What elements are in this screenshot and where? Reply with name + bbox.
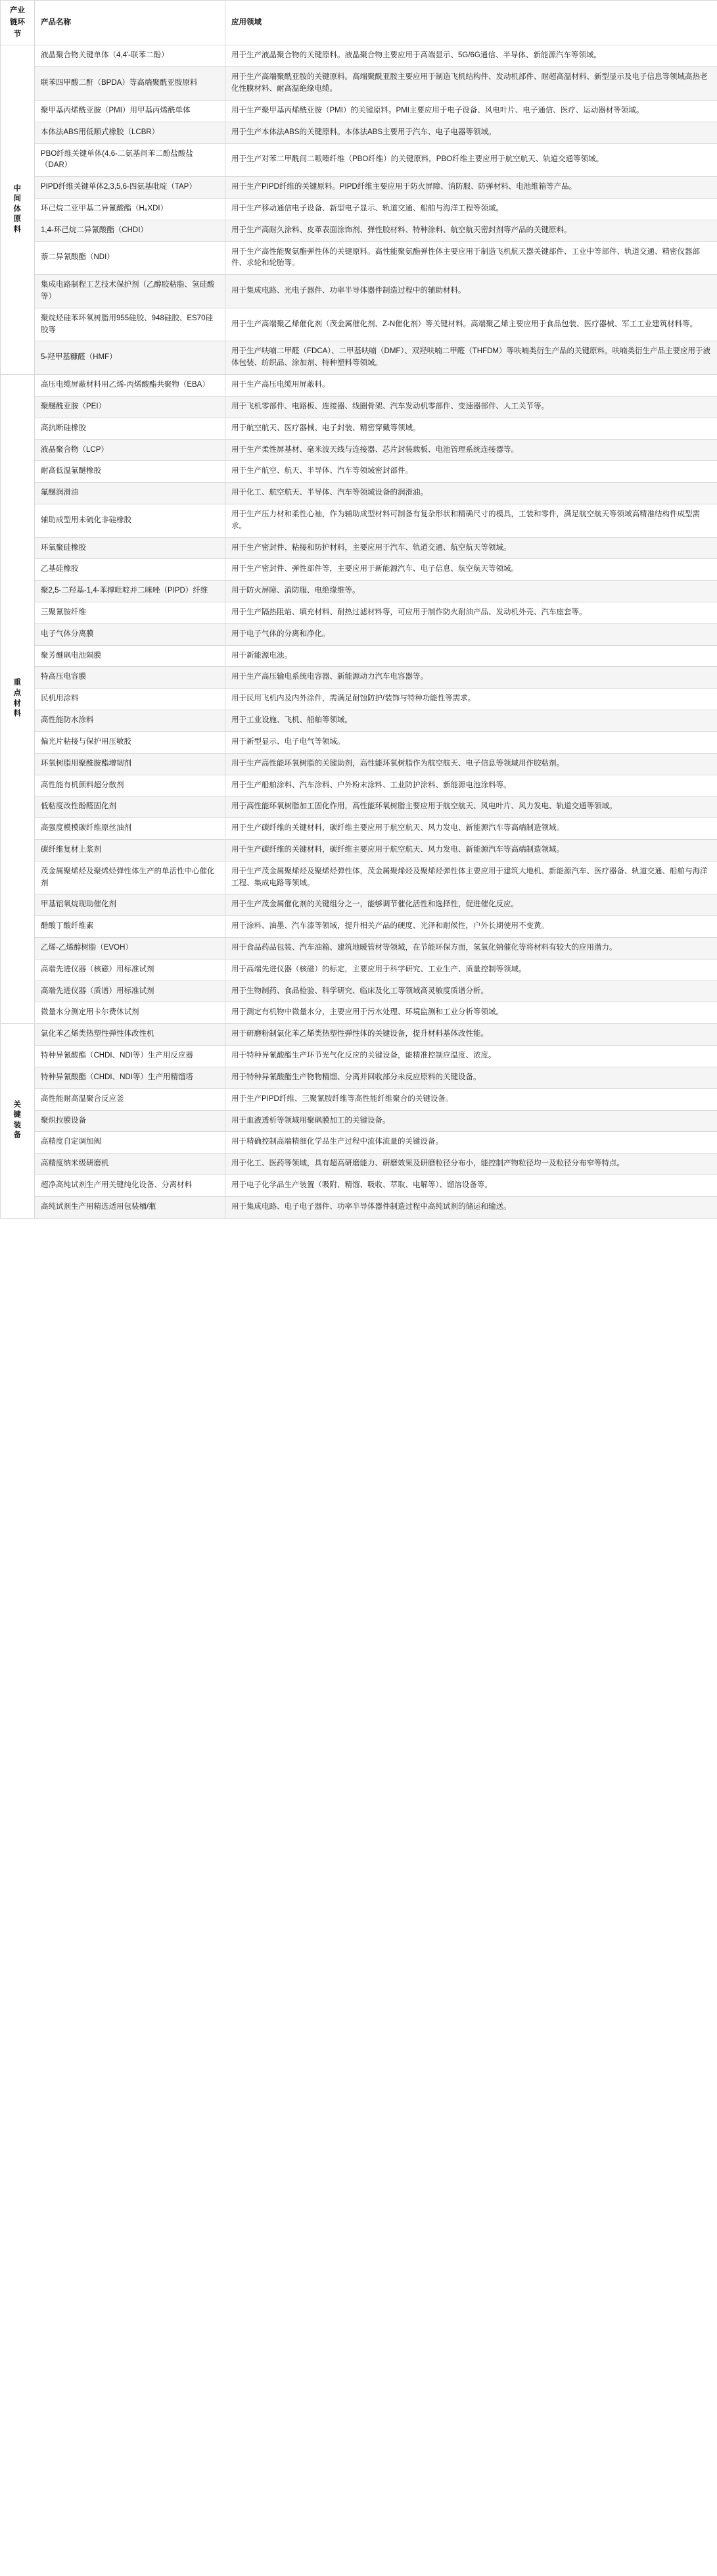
product-name-cell: 环氧树脂用聚酰胺酯增韧剂 (35, 753, 225, 775)
application-cell: 用于生产高端聚乙烯催化剂（茂金属催化剂、Z-N催化剂）等关键材料。高端聚乙烯主要应用于食品包装、医疗器械、军工工业建筑材料等。 (225, 308, 717, 341)
column-header-chain (1, 1, 35, 45)
application-cell: 用于生产密封件、粘接和防护材料，主要应用于汽车、轨道交通、航空航天等领域。 (225, 537, 717, 559)
table-row (1, 1002, 717, 1024)
application-cell: 用于飞机零部件、电路板、连接器、线圈骨架、汽车发动机零部件、变速器部件、人工关节等。 (225, 396, 717, 418)
table-row (1, 418, 717, 439)
application-cell: 用于生产柔性屏基材、毫米波天线与连接器、芯片封装载板、电池管理系统连接器等。 (225, 439, 717, 461)
table-row (1, 439, 717, 461)
product-name-cell: 聚2,5-二羟基-1,4-苯撑吡啶并二咪唑（PIPD）纤维 (35, 581, 225, 602)
application-cell: 用于生产高性能聚氨酯弹性体的关键原料。高性能聚氨酯弹性体主要应用于制造飞机航天器关键部件、工业中等部件、轨道交通、精密仪器部件、求轮和轮胎等。 (225, 241, 717, 275)
product-name-cell: 氟醚润滑油 (35, 483, 225, 504)
table-row (1, 537, 717, 559)
table-row (1, 818, 717, 840)
application-cell: 用于高端先进仪器（核磁）的标定，主要应用于科学研究、工业生产、质量控制等领域。 (225, 959, 717, 981)
table-row (1, 100, 717, 122)
table-row (1, 483, 717, 504)
document-page (0, 0, 717, 1219)
table-row (1, 775, 717, 796)
product-name-cell: PBO纤维关键单体(4,6-二氨基间苯二酚盐酸盐（DAR） (35, 143, 225, 177)
product-name-cell: 高精度纳米级研磨机 (35, 1154, 225, 1175)
application-cell: 用于生产高压电缆用屏蔽料。 (225, 375, 717, 397)
product-name-cell: 萘二异氰酸酯（NDI） (35, 241, 225, 275)
application-cell: 用于电子化学品生产装置（吸附、精馏、吸收、萃取、电解等）、馏溶设备等。 (225, 1175, 717, 1196)
product-name-cell: 液晶聚合物（LCP） (35, 439, 225, 461)
product-name-cell: 液晶聚合物关键单体（4,4'-联苯二酚） (35, 45, 225, 67)
column-header-name: 产品名称 (35, 1, 225, 45)
industry-chain-table (0, 0, 717, 1219)
application-cell: 用于生产船舶涂料、汽车涂料、户外粉末涂料、工业防护涂料、新能源电池涂料等。 (225, 775, 717, 796)
product-name-cell: 氯化苯乙烯类热塑性弹性体改性机 (35, 1024, 225, 1046)
application-cell: 用于生产呋喃二甲醛（FDCA）、二甲基呋喃（DMF）、双羟呋喃二甲醛（THFDM）等呋喃类衍生产品的关键原料。呋喃类衍生产品主要应用于液体包装、纺织品、涂加剂、特种塑料等领域。 (225, 341, 717, 375)
product-name-cell: 5-羟甲基糠醛（HMF） (35, 341, 225, 375)
table-row (1, 1132, 717, 1154)
product-name-cell: 联苯四甲酸二酐（BPDA）等高端聚酰亚胺原料 (35, 67, 225, 101)
product-name-cell: 碳纤维复材上浆剂 (35, 839, 225, 861)
table-row (1, 916, 717, 938)
product-name-cell: 聚烷烃硅苯环氧树脂用955硅胶、948硅胶、ES70硅胶等 (35, 308, 225, 341)
table-row (1, 375, 717, 397)
table-row (1, 143, 717, 177)
table-row (1, 894, 717, 916)
application-cell: 用于航空航天、医疗器械、电子封装、精密穿戴等领域。 (225, 418, 717, 439)
product-name-cell: 偏光片粘接与保护用压敏胶 (35, 731, 225, 753)
table-row (1, 220, 717, 241)
application-cell: 用于生产高耐久涂料、皮革表面涂饰剂、弹性胶材料、特种涂料、航空航天密封剂等产品的关键原料。 (225, 220, 717, 241)
table-row (1, 839, 717, 861)
application-cell: 用于测定有机物中微量水分，主要应用于污水处理、环境监测和工业分析等领域。 (225, 1002, 717, 1024)
application-cell: 用于生产隔热阻焰、填充材料、耐热过滤材料等，可应用于制作防火耐油产品、发动机外壳、汽车座套等。 (225, 602, 717, 624)
product-name-cell: 聚甲基丙烯酰亚胺（PMI）用甲基丙烯酰单体 (35, 100, 225, 122)
application-cell: 用于特种异氰酸酯生产物物精馏、分离并回收部分未反应原料的关键设备。 (225, 1067, 717, 1088)
application-cell: 用于食品药品包装、汽车油箱、建筑地暖管材等领域，在节能环保方面，氢氧化钠催化等将材料有较大的应用潜力。 (225, 938, 717, 960)
product-name-cell: 聚芳醚砜电池隔膜 (35, 645, 225, 667)
product-name-cell: 电子气体分离膜 (35, 623, 225, 645)
table-row (1, 45, 717, 67)
column-header-application: 应用领域 (225, 1, 717, 45)
table-row (1, 861, 717, 894)
product-name-cell: 耐高低温氟醚橡胶 (35, 461, 225, 483)
table-row (1, 241, 717, 275)
table-row (1, 710, 717, 732)
application-cell: 用于特种异氰酸酯生产环节光气化反应的关键设备，能精准控制应温度、浓度。 (225, 1046, 717, 1067)
application-cell: 用于生产聚甲基丙烯酰亚胺（PMI）的关键原料。PMI主要应用于电子设备、风电叶片、电子通信、医疗、运动器材等领域。 (225, 100, 717, 122)
table-row (1, 602, 717, 624)
table-row (1, 1088, 717, 1110)
chain-stage-label: 中间体原料 (13, 184, 22, 233)
product-name-cell: 高性能耐高温聚合反应釜 (35, 1088, 225, 1110)
product-name-cell: 高抗断硅橡胶 (35, 418, 225, 439)
product-name-cell: 三聚氰胺纤维 (35, 602, 225, 624)
table-row (1, 581, 717, 602)
table-header (1, 1, 717, 45)
application-cell: 用于生产移动通信电子设备、新型电子显示、轨道交通、船舶与海洋工程等领域。 (225, 198, 717, 220)
table-row (1, 1110, 717, 1132)
table-row (1, 504, 717, 537)
product-name-cell: 高强度模模碳纤维原丝油剂 (35, 818, 225, 840)
table-row (1, 308, 717, 341)
table-row (1, 396, 717, 418)
table-row (1, 1175, 717, 1196)
table-row (1, 341, 717, 375)
product-name-cell: 高端先进仪器（质谱）用标准试剂 (35, 981, 225, 1002)
product-name-cell: 高精度自定调加阀 (35, 1132, 225, 1154)
application-cell: 用于研磨粉制氯化苯乙烯类热塑性弹性体的关键设备，提升材料基体改性能。 (225, 1024, 717, 1046)
application-cell: 用于民用飞机内及内外涂件，需满足耐蚀防护/装饰与特种功能性等需求。 (225, 689, 717, 710)
product-name-cell: 低粘度改性酚醛固化剂 (35, 796, 225, 818)
product-name-cell: 超净高纯试剂生产用关键纯化设备、分离材料 (35, 1175, 225, 1196)
application-cell: 用于工业设施、飞机、船舶等领域。 (225, 710, 717, 732)
application-cell: 用于生产密封件、弹性部件等，主要应用于新能源汽车、电子信息、航空航天等领域。 (225, 559, 717, 581)
table-row (1, 461, 717, 483)
application-cell: 用于化工、医药等领域，具有超高研磨能力、研磨效果及研磨粒径分布小，能控制产物粒径均一及粒径分布窄等特点。 (225, 1154, 717, 1175)
product-name-cell: 辅助成型用未硫化非硅橡胶 (35, 504, 225, 537)
application-cell: 用于生物制药、食品检验、科学研究、临床及化工等领域高灵敏度质谱分析。 (225, 981, 717, 1002)
table-row (1, 623, 717, 645)
table-row (1, 753, 717, 775)
product-name-cell: 聚炽拉膜设备 (35, 1110, 225, 1132)
table-row (1, 1196, 717, 1218)
application-cell: 用于集成电路、光电子器件、功率半导体器件制造过程中的辅助材料。 (225, 275, 717, 308)
table-row (1, 1154, 717, 1175)
table-row (1, 177, 717, 199)
product-name-cell: 民机用涂料 (35, 689, 225, 710)
product-name-cell: 甲基铝氧烷现助催化剂 (35, 894, 225, 916)
product-name-cell: 本体法ABS用低顺式橡胶（LCBR） (35, 122, 225, 143)
table-row (1, 689, 717, 710)
application-cell: 用于集成电路、电子电子器件、功率半导体器件制造过程中高纯试剂的储运和输送。 (225, 1196, 717, 1218)
application-cell: 用于生产PIPD纤维、三聚氰胺纤维等高性能纤维聚合的关键设备。 (225, 1088, 717, 1110)
table-row (1, 122, 717, 143)
product-name-cell: PIPD纤维关键单体2,3,5,6-四氨基吡啶（TAP） (35, 177, 225, 199)
table-row (1, 275, 717, 308)
product-name-cell: 乙基硅橡胶 (35, 559, 225, 581)
chain-stage-cell (1, 375, 35, 1024)
application-cell: 用于生产高端聚酰亚胺的关键原料。高端聚酰亚胺主要应用于制造飞机结构件、发动机部件、耐超高温材料、新型显示及电子信息等领域高热老化性膜材料、耐高温绝缘电缆。 (225, 67, 717, 101)
product-name-cell: 醋酸丁酸纤维素 (35, 916, 225, 938)
table-row (1, 67, 717, 101)
application-cell: 用于生产高压输电系统电容器、新能源动力汽车电容器等。 (225, 667, 717, 689)
application-cell: 用于生产碳纤维的关键材料，碳纤维主要应用于航空航天、风力发电、新能源汽车等高端制造领域。 (225, 839, 717, 861)
table-header-row (1, 1, 717, 45)
product-name-cell: 特种异氰酸酯（CHDI、NDI等）生产用反应器 (35, 1046, 225, 1067)
chain-stage-label: 重点材料 (13, 679, 22, 718)
product-name-cell: 高性能防水涂料 (35, 710, 225, 732)
product-name-cell: 特高压电容膜 (35, 667, 225, 689)
application-cell: 用于化工、航空航天、半导体、汽车等领域设备的润滑油。 (225, 483, 717, 504)
application-cell: 用于生产PIPD纤维的关键原料。PIPD纤维主要应用于防火屏障、消防服、防弹材料、电池维箱等产品。 (225, 177, 717, 199)
application-cell: 用于生产茂金属催化剂的关键组分之一，能够调节催化活性和选择性，促进催化反应。 (225, 894, 717, 916)
chain-stage-label: 关键装备 (13, 1100, 22, 1140)
product-name-cell: 环己烷二亚甲基二异氰酸酯（H₆XDI） (35, 198, 225, 220)
product-name-cell: 1,4-环己烷二异氰酸酯（CHDI） (35, 220, 225, 241)
product-name-cell: 高性能有机颜料超分散剂 (35, 775, 225, 796)
application-cell: 用于防火屏障、消防服、电绝缘维等。 (225, 581, 717, 602)
application-cell: 用于生产航空、航天、半导体、汽车等领域密封部件。 (225, 461, 717, 483)
application-cell: 用于涂料、油墨、汽车漆等领域，提升相关产品的硬度、光泽和耐候性，户外长期使用不变黄。 (225, 916, 717, 938)
table-row (1, 645, 717, 667)
table-row (1, 559, 717, 581)
product-name-cell: 微量水分测定用卡尔费休试剂 (35, 1002, 225, 1024)
application-cell: 用于精确控制高端精细化学品生产过程中流体流量的关键设备。 (225, 1132, 717, 1154)
table-row (1, 959, 717, 981)
chain-stage-cell (1, 1024, 35, 1218)
chain-stage-cell (1, 45, 35, 375)
table-row (1, 981, 717, 1002)
column-header-chain-label: 产业链环节 (10, 7, 25, 38)
product-name-cell: 茂金属聚烯烃及聚烯烃弹性体生产的单活性中心催化剂 (35, 861, 225, 894)
application-cell: 用于生产压力材和柔性心袖，作为辅助成型材料可制备有复杂形状和精确尺寸的模具，工装和零件，满足航空航天等领域高精准结构件成型需求。 (225, 504, 717, 537)
product-name-cell: 高纯试剂生产用精选适用包装桶/瓶 (35, 1196, 225, 1218)
table-body (1, 45, 717, 1218)
table-row (1, 1024, 717, 1046)
product-name-cell: 集成电路制程工艺技术保护剂（乙醇胶粘脂、氢硅酸等） (35, 275, 225, 308)
application-cell: 用于生产对苯二甲酰间二哌嗪纤维（PBO纤维）的关键原料。PBO纤维主要应用于航空航天、轨道交通等领域。 (225, 143, 717, 177)
table-row (1, 198, 717, 220)
application-cell: 用于高性能环氧树脂加工固化作用，高性能环氧树脂主要应用于航空航天、风电叶片、风力发电、轨道交通等领域。 (225, 796, 717, 818)
product-name-cell: 特种异氰酸酯（CHDI、NDI等）生产用精馏塔 (35, 1067, 225, 1088)
application-cell: 用于血液透析等领域用聚砜膜加工的关键设备。 (225, 1110, 717, 1132)
product-name-cell: 聚醚酰亚胺（PEI） (35, 396, 225, 418)
application-cell: 用于电子气体的分离和净化。 (225, 623, 717, 645)
product-name-cell: 乙烯-乙烯醇树脂（EVOH） (35, 938, 225, 960)
application-cell: 用于生产本体法ABS的关键原料。本体法ABS主要用于汽车、电子电器等领域。 (225, 122, 717, 143)
product-name-cell: 高压电缆屏蔽材料用乙烯-丙烯酸酯共聚物（EBA） (35, 375, 225, 397)
product-name-cell: 环氧聚硅橡胶 (35, 537, 225, 559)
application-cell: 用于新型显示、电子电气等领域。 (225, 731, 717, 753)
product-name-cell: 高端先进仪器（核磁）用标准试剂 (35, 959, 225, 981)
table-row (1, 731, 717, 753)
table-row (1, 667, 717, 689)
table-row (1, 1067, 717, 1088)
application-cell: 用于新能源电池。 (225, 645, 717, 667)
application-cell: 用于生产碳纤维的关键材料，碳纤维主要应用于航空航天、风力发电、新能源汽车等高端制造领域。 (225, 818, 717, 840)
table-row (1, 796, 717, 818)
application-cell: 用于生产高性能环氧树脂的关键助剂，高性能环氧树脂作为航空航天、电子信息等领域用作胶粘剂。 (225, 753, 717, 775)
table-row (1, 1046, 717, 1067)
application-cell: 用于生产茂金属聚烯烃及聚烯烃弹性体，茂金属聚烯烃及聚烯烃弹性体主要应用于建筑大地机、新能源汽车、医疗器备、轨道交通、船舶与海洋工程、集成电路等领域。 (225, 861, 717, 894)
application-cell: 用于生产液晶聚合物的关键原料。液晶聚合物主要应用于高端显示、5G/6G通信、半导体、新能源汽车等领域。 (225, 45, 717, 67)
table-row (1, 938, 717, 960)
